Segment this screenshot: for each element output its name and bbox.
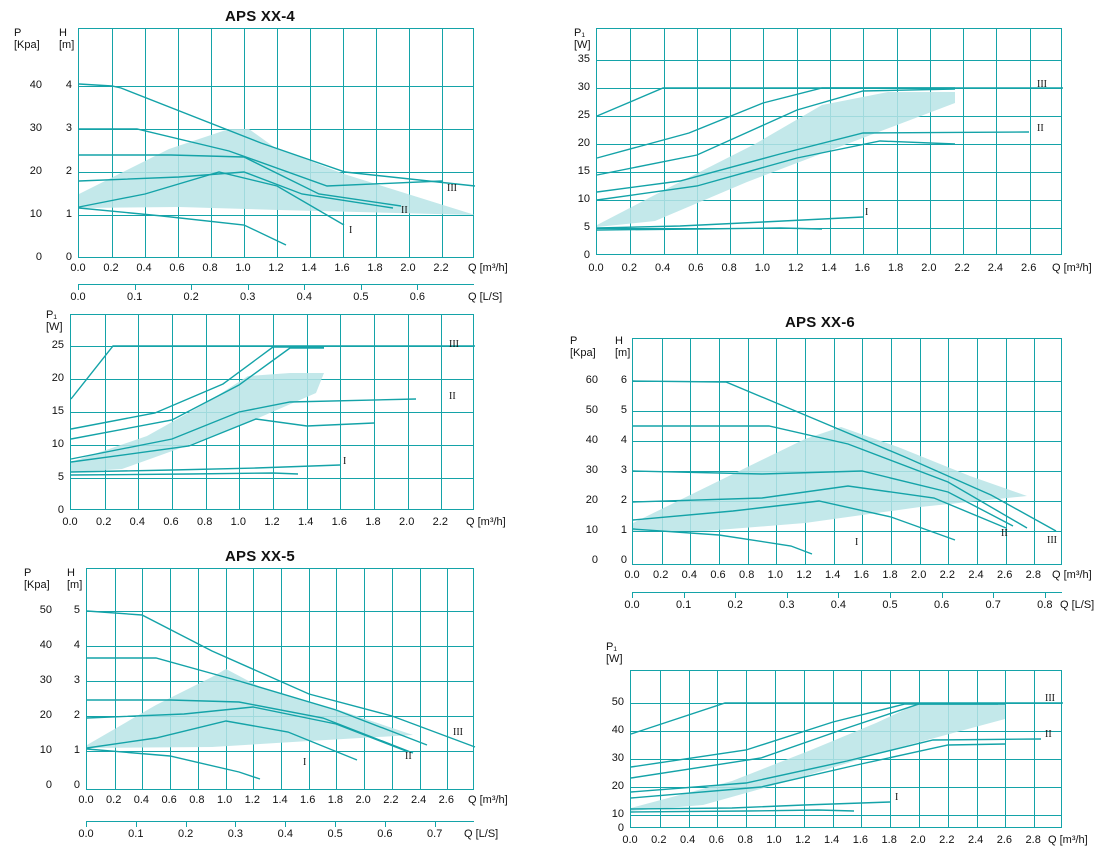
- x-tick: 1.0: [767, 569, 783, 581]
- x-tick: 1.0: [216, 794, 233, 806]
- x-tick: 0.2: [621, 262, 637, 274]
- x-tick: 0.0: [622, 834, 638, 846]
- speed-label-I: I: [343, 456, 347, 467]
- x-tick: 1.8: [882, 569, 898, 581]
- x2-axis-label: Q [L/S]: [1060, 599, 1095, 611]
- y-tick: 35: [577, 53, 590, 65]
- y-tick: 0: [57, 504, 64, 516]
- x-tick: 2.0: [399, 516, 415, 528]
- x-tick: 1.4: [825, 569, 841, 581]
- speed-label-I: I: [865, 207, 869, 218]
- h-axis-label: H [m]: [59, 27, 75, 51]
- x-tick: 2.0: [911, 569, 927, 581]
- x-tick: 0.8: [721, 262, 737, 274]
- x-tick: 0.4: [136, 262, 152, 274]
- y-tick: 10: [611, 808, 624, 820]
- chart-aps-xx-4-power: [560, 0, 1100, 300]
- h-tick: 3: [73, 674, 80, 686]
- speed-label-III: III: [1037, 79, 1047, 90]
- x-tick: 1.6: [854, 262, 870, 274]
- p1-axis-label: P₁ [W]: [606, 641, 623, 665]
- x-tick: 2.4: [410, 794, 427, 806]
- speed-label-II: II: [1001, 528, 1008, 539]
- x-tick: 1.2: [264, 516, 280, 528]
- x-tick: 2.2: [954, 262, 970, 274]
- x-tick: 0.0: [588, 262, 604, 274]
- speed-label-I: I: [349, 225, 353, 236]
- y-tick: 50: [611, 696, 624, 708]
- x-axis-label: Q [m³/h]: [1052, 262, 1092, 274]
- x-tick: 1.4: [821, 262, 837, 274]
- y-tick: 10: [577, 193, 590, 205]
- x-tick: 0.6: [161, 794, 177, 806]
- x-tick: 1.6: [331, 516, 347, 528]
- x2-tick: 0.7: [427, 828, 443, 840]
- chart-aps-xx-5-head: [0, 540, 540, 849]
- x-tick: 0.4: [129, 516, 145, 528]
- x-tick: 2.4: [967, 834, 984, 846]
- x-tick: 1.4: [301, 262, 317, 274]
- speed-label-III: III: [449, 339, 459, 350]
- x-tick: 2.6: [1021, 262, 1037, 274]
- h-tick: 4: [65, 79, 72, 91]
- p-tick: 10: [29, 208, 42, 220]
- x-tick: 0.6: [688, 262, 704, 274]
- p-tick: 0: [591, 554, 598, 566]
- x-tick: 1.0: [766, 834, 782, 846]
- y-tick: 10: [51, 438, 64, 450]
- y-tick: 20: [577, 137, 590, 149]
- x-tick: 0.4: [679, 834, 696, 846]
- speed-label-I: I: [303, 757, 307, 768]
- x-axis-label: Q [m³/h]: [466, 516, 506, 528]
- x-tick: 1.4: [823, 834, 840, 846]
- x-tick: 0.0: [624, 569, 640, 581]
- y-tick: 5: [57, 471, 64, 483]
- x2-tick: 0.0: [624, 599, 640, 611]
- y-tick: 20: [51, 372, 64, 384]
- page-title: APS XX-5: [225, 548, 295, 565]
- h-tick: 3: [620, 464, 627, 476]
- h-tick: 4: [620, 434, 627, 446]
- speed-label-III: III: [1047, 535, 1057, 546]
- y-tick: 15: [51, 405, 64, 417]
- h-tick: 2: [73, 709, 80, 721]
- p-tick: 20: [39, 709, 52, 721]
- x-tick: 0.0: [78, 794, 94, 806]
- y-tick: 40: [611, 724, 624, 736]
- x-tick: 1.0: [230, 516, 246, 528]
- x-axis-label: Q [m³/h]: [468, 794, 508, 806]
- x-tick: 0.8: [739, 569, 755, 581]
- x-tick: 1.2: [795, 834, 811, 846]
- x-tick: 0.4: [654, 262, 671, 274]
- speed-label-II: II: [405, 751, 412, 762]
- x2-axis: [624, 592, 1095, 611]
- x2-tick: 0.6: [377, 828, 393, 840]
- page-title: APS XX-6: [785, 314, 855, 331]
- y-tick: 25: [51, 339, 64, 351]
- x2-tick: 0.2: [183, 291, 199, 303]
- x-tick: 0.6: [708, 834, 725, 846]
- speed-label-II: II: [1037, 123, 1044, 134]
- p-tick: 50: [39, 604, 52, 616]
- curves-svg: [633, 339, 1063, 566]
- x-tick: 0.2: [106, 794, 122, 806]
- x-tick: 0.6: [163, 516, 179, 528]
- chart-aps-xx-6-head: [560, 300, 1100, 630]
- h-tick: 1: [620, 524, 627, 536]
- speed-label-II: II: [401, 205, 408, 216]
- p-tick: 40: [39, 639, 52, 651]
- y-tick: 20: [611, 780, 624, 792]
- h-axis-label: H [m]: [67, 567, 83, 591]
- x-tick: 1.2: [788, 262, 804, 274]
- speed-label-I: I: [855, 537, 859, 548]
- h-tick: 6: [620, 374, 627, 386]
- plot-area: [630, 670, 1062, 828]
- x2-tick: 0.1: [126, 291, 143, 303]
- p-tick: 30: [29, 122, 42, 134]
- curves-svg: [71, 315, 475, 511]
- x-tick: 1.2: [268, 262, 284, 274]
- x2-tick: 0.2: [177, 828, 194, 840]
- p-axis-label: P [Kpa]: [24, 567, 50, 591]
- x-tick: 2.6: [997, 569, 1013, 581]
- x2-tick: 0.7: [985, 599, 1001, 611]
- x-axis-label: Q [m³/h]: [468, 262, 508, 274]
- x-tick: 1.0: [235, 262, 251, 274]
- x-tick: 0.4: [681, 569, 697, 581]
- speed-label-II: II: [449, 391, 456, 402]
- x-tick: 1.2: [796, 569, 812, 581]
- x-tick: 1.8: [327, 794, 344, 806]
- x-tick: 2.2: [939, 569, 955, 581]
- h-tick: 2: [620, 494, 627, 506]
- h-tick: 5: [620, 404, 627, 416]
- x-tick: 1.6: [852, 834, 869, 846]
- x-tick: 0.8: [202, 262, 218, 274]
- page-title: APS XX-4: [225, 8, 295, 25]
- speed-label-III: III: [453, 727, 463, 738]
- x-tick: 1.4: [272, 794, 288, 806]
- x-tick: 0.8: [197, 516, 213, 528]
- plot-area: [596, 28, 1062, 255]
- plot-area: [70, 314, 474, 510]
- y-tick: 15: [577, 165, 590, 177]
- x2-tick: 0.6: [409, 291, 426, 303]
- x-tick: 0.8: [737, 834, 753, 846]
- x-tick: 2.2: [433, 262, 449, 274]
- x2-tick: 0.5: [882, 599, 898, 611]
- x-tick: 2.4: [968, 569, 984, 581]
- h-tick: 0: [65, 251, 72, 263]
- p1-axis-label: P₁ [W]: [574, 27, 591, 51]
- h-tick: 3: [65, 122, 72, 134]
- x-tick: 2.4: [987, 262, 1004, 274]
- x-tick: 1.8: [887, 262, 904, 274]
- x2-tick: 0.2: [727, 599, 743, 611]
- chart-aps-xx-6-power: [560, 640, 1100, 849]
- x-tick: 1.0: [754, 262, 771, 274]
- x-axis-label: Q [m³/h]: [1048, 834, 1088, 846]
- x-tick: 1.6: [853, 569, 869, 581]
- curves-svg: [87, 569, 475, 791]
- p-tick: 60: [585, 374, 598, 386]
- chart-aps-xx-4-head: [0, 0, 540, 303]
- h-axis-label: H [m]: [615, 335, 631, 359]
- x-tick: 0.2: [96, 516, 112, 528]
- curves-svg: [597, 29, 1063, 256]
- h-tick: 5: [73, 604, 80, 616]
- y-tick: 30: [611, 752, 624, 764]
- x2-tick: 0.1: [128, 828, 144, 840]
- x2-tick: 0.4: [296, 291, 312, 303]
- h-tick: 0: [620, 554, 627, 566]
- x-tick: 0.2: [103, 262, 119, 274]
- curves-svg: [79, 29, 475, 259]
- p-tick: 30: [39, 674, 52, 686]
- x2-tick: 0.1: [675, 599, 692, 611]
- speed-label-III: III: [447, 183, 457, 194]
- x2-axis-label: Q [L/S]: [464, 828, 499, 840]
- p-tick: 50: [585, 404, 598, 416]
- x2-tick: 0.3: [240, 291, 256, 303]
- y-tick: 0: [617, 822, 624, 834]
- x-tick: 1.8: [881, 834, 897, 846]
- p-tick: 0: [35, 251, 42, 263]
- p-tick: 40: [585, 434, 598, 446]
- x-tick: 2.0: [921, 262, 937, 274]
- curves-svg: [631, 671, 1063, 829]
- p-axis-label: P [Kpa]: [570, 335, 596, 359]
- y-tick: 30: [577, 81, 590, 93]
- x-tick: 2.0: [355, 794, 371, 806]
- x2-tick: 0.4: [277, 828, 293, 840]
- x2-tick: 0.0: [78, 828, 94, 840]
- plot-area: [86, 568, 474, 790]
- x2-tick: 0.3: [227, 828, 244, 840]
- x2-tick: 0.4: [830, 599, 847, 611]
- x-tick: 2.0: [910, 834, 926, 846]
- x-tick: 2.8: [1025, 569, 1041, 581]
- x-tick: 2.2: [383, 794, 399, 806]
- x2-tick: 0.0: [70, 291, 86, 303]
- x-tick: 2.2: [939, 834, 955, 846]
- p-tick: 20: [585, 494, 598, 506]
- p-tick: 30: [585, 464, 598, 476]
- h-tick: 2: [65, 165, 72, 177]
- p-tick: 10: [585, 524, 598, 536]
- p-tick: 10: [39, 744, 52, 756]
- x2-axis-label: Q [L/S]: [468, 291, 503, 303]
- plot-area: [632, 338, 1062, 565]
- x-tick: 1.6: [300, 794, 316, 806]
- x-tick: 0.2: [653, 569, 669, 581]
- speed-label-I: I: [895, 792, 899, 803]
- x-tick: 0.0: [70, 262, 86, 274]
- x-tick: 0.2: [651, 834, 667, 846]
- x-tick: 0.0: [62, 516, 78, 528]
- h-tick: 4: [73, 639, 80, 651]
- speed-label-II: II: [1045, 729, 1052, 740]
- x-tick: 0.4: [133, 794, 150, 806]
- x-tick: 2.6: [996, 834, 1013, 846]
- x2-tick: 0.5: [353, 291, 369, 303]
- x-tick: 2.8: [1025, 834, 1041, 846]
- h-tick: 0: [73, 779, 80, 791]
- x2-tick: 0.3: [779, 599, 795, 611]
- x-tick: 1.6: [334, 262, 350, 274]
- x2-tick: 0.5: [327, 828, 343, 840]
- x2-tick: 0.8: [1037, 599, 1053, 611]
- x-tick: 1.8: [367, 262, 383, 274]
- y-tick: 25: [577, 109, 590, 121]
- x-tick: 2.2: [432, 516, 448, 528]
- x2-axis: [78, 821, 499, 840]
- x-tick: 1.2: [244, 794, 260, 806]
- x2-tick: 0.6: [933, 599, 950, 611]
- x-tick: 1.8: [365, 516, 381, 528]
- y-tick: 0: [583, 249, 590, 261]
- p1-axis-label: P₁ [W]: [46, 309, 63, 333]
- p-axis-label: P [Kpa]: [14, 27, 40, 51]
- x-axis-label: Q [m³/h]: [1052, 569, 1092, 581]
- p-tick: 40: [29, 79, 42, 91]
- h-tick: 1: [73, 744, 80, 756]
- h-tick: 1: [65, 208, 72, 220]
- speed-label-III: III: [1045, 693, 1055, 704]
- p-tick: 20: [29, 165, 42, 177]
- p-tick: 0: [45, 779, 52, 791]
- x-tick: 0.6: [710, 569, 726, 581]
- x-tick: 1.4: [298, 516, 314, 528]
- y-tick: 5: [583, 221, 590, 233]
- x-tick: 0.8: [189, 794, 205, 806]
- x-tick: 2.0: [400, 262, 416, 274]
- x2-axis: [70, 284, 503, 303]
- chart-aps-xx-5-power: [0, 300, 540, 540]
- plot-area: [78, 28, 474, 258]
- x-tick: 2.6: [438, 794, 454, 806]
- x-tick: 0.6: [169, 262, 185, 274]
